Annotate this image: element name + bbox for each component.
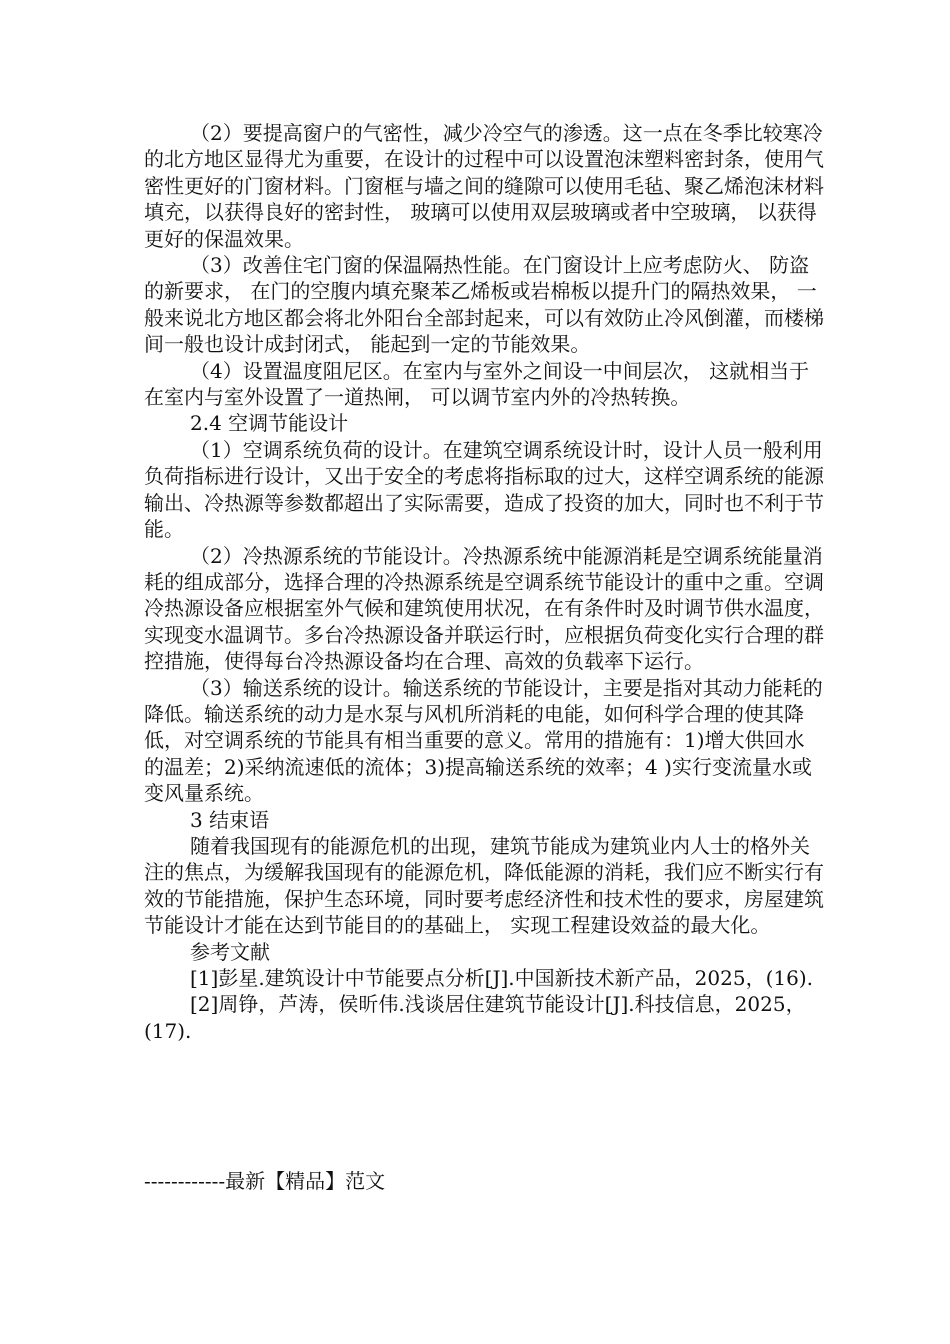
article-body xyxy=(144,120,824,1044)
section-heading-conclusion: 3 结束语 xyxy=(190,807,270,832)
paragraph-conclusion: 随着我国现有的能源危机的出现，建筑节能成为建筑业内人士的格外关注的焦点，为缓解我国现有的能源危机，降低能源的消耗，我们应不断实行有效的节能措施，保护生态环境，同时要考虑经济性和技术性的要求，房屋建筑节能设计才能在达到节能目的的基础上， 实现工程建设效益的最大化。 xyxy=(144,833,824,938)
paragraph-window-insulation: （3）改善住宅门窗的保温隔热性能。在门窗设计上应考虑防火、 防盗的新要求， 在门的空腹内填充聚苯乙烯板或岩棉板以提升门的隔热效果， 一般来说北方地区都会将北外阳台全部封起来，可以有效防止冷风倒灌，而楼梯间一般也设计成封闭式， 能起到一定的节能效果。 xyxy=(144,253,824,357)
paragraph-heat-source: （2）冷热源系统的节能设计。冷热源系统中能源消耗是空调系统能量消耗的组成部分，选择合理的冷热源系统是空调系统节能设计的重中之重。空调冷热源设备应根据室外气候和建筑使用状况，在有条件时及时调节供水温度，实现变水温调节。多台冷热源设备并联运行时，应根据负荷变化实行合理的群控措施，使得每台冷热源设备均在合理、高效的负载率下运行。 xyxy=(144,543,824,674)
paragraph-temperature-buffer: （4）设置温度阻尼区。在室内与室外之间设一中间层次， 这就相当于在室内与室外设置了一道热闸， 可以调节室内外的冷热转换。 xyxy=(144,358,810,410)
section-heading-hvac: 2.4 空调节能设计 xyxy=(190,411,349,436)
reference-item-1: [1]彭星.建筑设计中节能要点分析[J].中国新技术新产品，2025，(16). xyxy=(190,966,813,990)
footer-caption: ------------最新【精品】范文 xyxy=(144,1169,386,1193)
paragraph-window-airtightness: （2）要提高窗户的气密性，减少冷空气的渗透。这一点在冬季比较寒冷的北方地区显得尤为重要，在设计的过程中可以设置泡沫塑料密封条，使用气密性更好的门窗材料。门窗框与墙之间的缝隙可以使用毛毡、聚乙烯泡沫材料填充，以获得良好的密封性， 玻璃可以使用双层玻璃或者中空玻璃， 以获得更好的保温效果。 xyxy=(144,121,824,251)
paragraph-transport-system: （3）输送系统的设计。输送系统的节能设计，主要是指对其动力能耗的降低。输送系统的动力是水泵与风机所消耗的电能，如何科学合理的使其降低，对空调系统的节能具有相当重要的意义。常用的措施有：1)增大供回水的温差；2)采纳流速低的流体；3)提高输送系统的效率；4 )实行变流量水或变风量系统。 xyxy=(144,675,823,806)
section-heading-references: 参考文献 xyxy=(190,939,270,964)
paragraph-hvac-load: （1）空调系统负荷的设计。在建筑空调系统设计时，设计人员一般利用负荷指标进行设计，又出于安全的考虑将指标取的过大，这样空调系统的能源输出、冷热源等参数都超出了实际需要，造成了投资的加大，同时也不利于节能。 xyxy=(144,437,824,542)
reference-item-2: [2]周铮，芦涛，侯昕伟.浅谈居住建筑节能设计[J].科技信息，2025，(17). xyxy=(144,992,806,1043)
